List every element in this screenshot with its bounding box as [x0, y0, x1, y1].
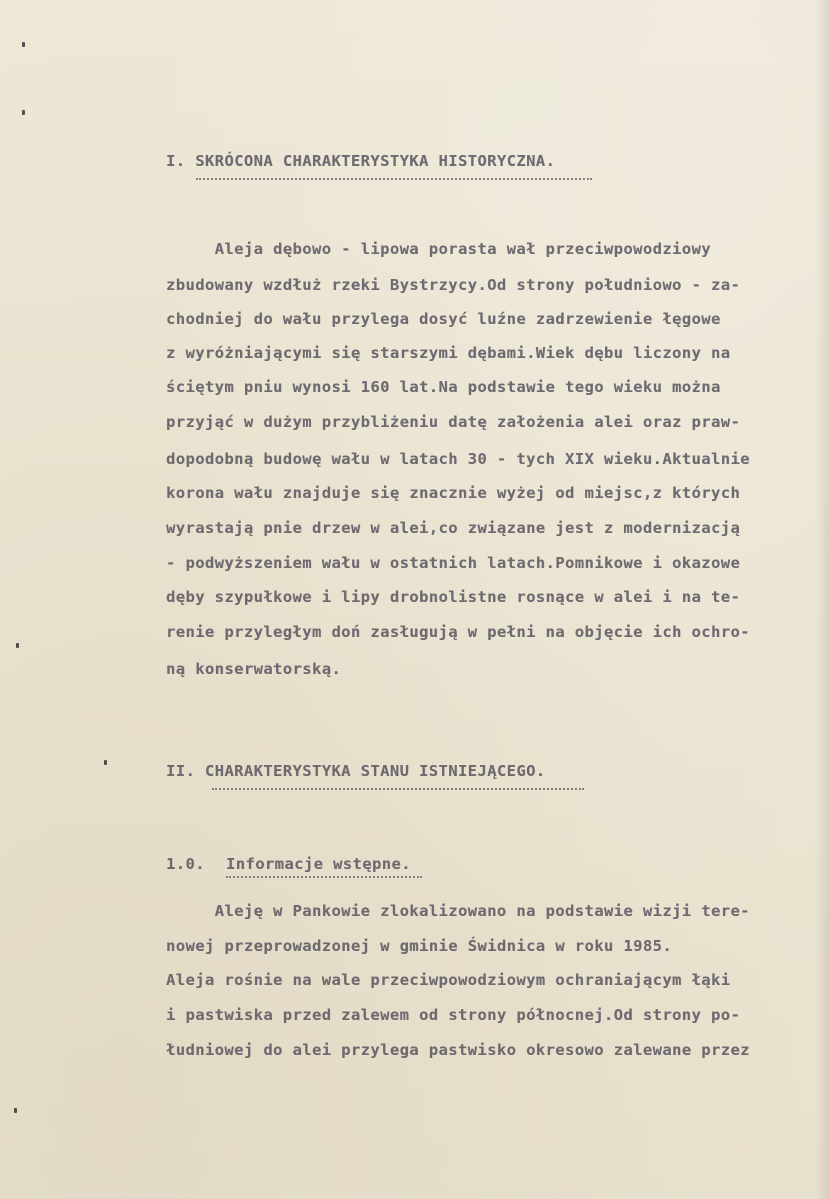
paragraph-line: i pastwiska przed zalewem od strony północnej.Od strony po- [166, 1006, 741, 1024]
section-2-heading: II. CHARAKTERYSTYKA STANU ISTNIEJĄCEGO. [166, 762, 546, 780]
subsection-paragraph [166, 0, 816, 1100]
section-1-heading: I. SKRÓCONA CHARAKTERYSTYKA HISTORYCZNA. [166, 152, 556, 170]
paragraph-line: zbudowany wzdłuż rzeki Bystrzycy.Od strony południowo - za- [166, 276, 741, 294]
paragraph-line: dopodobną budowę wału w latach 30 - tych XIX wieku.Aktualnie [166, 450, 750, 468]
paragraph-line: Aleję w Pankowie zlokalizowano na podstawie wizji tere- [166, 902, 750, 920]
paragraph-line: Aleja rośnie na wale przeciwpowodziowym ochraniającym łąki [166, 971, 731, 989]
punch-mark [14, 1108, 17, 1113]
paragraph-line: Aleja dębowo - lipowa porasta wał przeciwpowodziowy [166, 240, 711, 258]
punch-mark [22, 110, 25, 115]
subsection-number: 1.0. [166, 855, 205, 873]
paragraph-line: przyjąć w dużym przybliżeniu datę założenia alei oraz praw- [166, 413, 741, 431]
paragraph-line: wyrastają pnie drzew w alei,co związane jest z modernizacją [166, 519, 741, 537]
paragraph-line: renie przyległym doń zasługują w pełni na objęcie ich ochro- [166, 623, 750, 641]
punch-mark [16, 643, 19, 648]
paragraph-line: ną konserwatorską. [166, 660, 342, 678]
paragraph-line: chodniej do wału przylega dosyć luźne zadrzewienie łęgowe [166, 310, 721, 328]
paragraph-line: dęby szypułkowe i lipy drobnolistne rosnące w alei i na te- [166, 588, 741, 606]
paragraph-line: - podwyższeniem wału w ostatnich latach.Pomnikowe i okazowe [166, 554, 741, 572]
page-edge-shadow [815, 0, 829, 1199]
paragraph-line: ściętym pniu wynosi 160 lat.Na podstawie tego wieku można [166, 378, 721, 396]
subsection-title: Informacje wstępne. [226, 855, 411, 873]
punch-mark [104, 760, 107, 765]
paragraph-line: z wyróżniającymi się starszymi dębami.Wiek dębu liczony na [166, 344, 731, 362]
paragraph-line: korona wału znajduje się znacznie wyżej od miejsc,z których [166, 484, 741, 502]
punch-mark [22, 42, 25, 47]
paragraph-line: nowej przeprowadzonej w gminie Świdnica w roku 1985. [166, 937, 673, 955]
paragraph-line: łudniowej do alei przylega pastwisko okresowo zalewane przez [166, 1041, 750, 1059]
